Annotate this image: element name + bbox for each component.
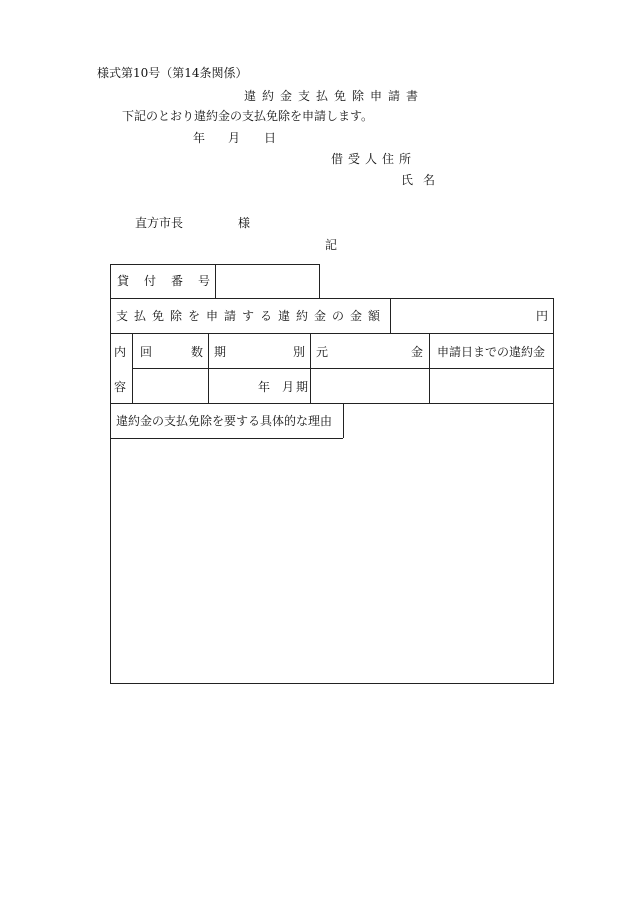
table-line bbox=[429, 333, 430, 403]
table-line bbox=[110, 438, 343, 439]
honorific: 様 bbox=[238, 216, 251, 230]
loan-number-label: 貸付番号 bbox=[117, 274, 226, 288]
table-line bbox=[310, 333, 311, 403]
content-label-bottom: 容 bbox=[114, 380, 127, 394]
table-line bbox=[132, 368, 553, 369]
table-line bbox=[110, 683, 554, 684]
waiver-amount-label: 支払免除を申請する違約金の金額 bbox=[116, 309, 387, 323]
times-column-header-a: 回 bbox=[140, 345, 153, 359]
principal-column-header-a: 元 bbox=[316, 345, 329, 359]
document-title: 違約金支払免除申請書 bbox=[244, 89, 425, 103]
period-year-label: 年 bbox=[258, 380, 271, 394]
penalty-until-application-header: 申請日までの違約金 bbox=[437, 345, 546, 359]
amount-unit: 円 bbox=[536, 309, 549, 323]
period-column-header-a: 期 bbox=[214, 345, 227, 359]
principal-column-header-b: 金 bbox=[411, 345, 424, 359]
table-line bbox=[208, 333, 209, 403]
form-number: 様式第10号（第14条関係） bbox=[97, 66, 248, 80]
table-line bbox=[110, 333, 553, 334]
intro-text: 下記のとおり違約金の支払免除を申請します。 bbox=[122, 109, 374, 123]
addressee: 直方市長 bbox=[135, 216, 184, 230]
table-line bbox=[553, 298, 554, 684]
table-line bbox=[343, 403, 344, 438]
date-day-label: 日 bbox=[264, 131, 277, 145]
content-label-top: 内 bbox=[114, 345, 127, 359]
table-line bbox=[319, 264, 320, 298]
borrower-address-label: 借受人住所 bbox=[331, 152, 417, 166]
table-line bbox=[110, 298, 553, 299]
table-line bbox=[110, 403, 553, 404]
table-line bbox=[390, 298, 391, 333]
date-month-label: 月 bbox=[228, 131, 241, 145]
borrower-name-label: 氏名 bbox=[401, 173, 446, 187]
period-month-label: 月期 bbox=[282, 380, 311, 394]
ki-label: 記 bbox=[325, 238, 338, 252]
table-line bbox=[132, 333, 133, 403]
reason-label: 違約金の支払免除を要する具体的な理由 bbox=[116, 414, 333, 428]
times-column-header-b: 数 bbox=[191, 345, 204, 359]
table-line bbox=[110, 264, 111, 684]
period-column-header-b: 別 bbox=[293, 345, 306, 359]
date-year-label: 年 bbox=[193, 131, 206, 145]
